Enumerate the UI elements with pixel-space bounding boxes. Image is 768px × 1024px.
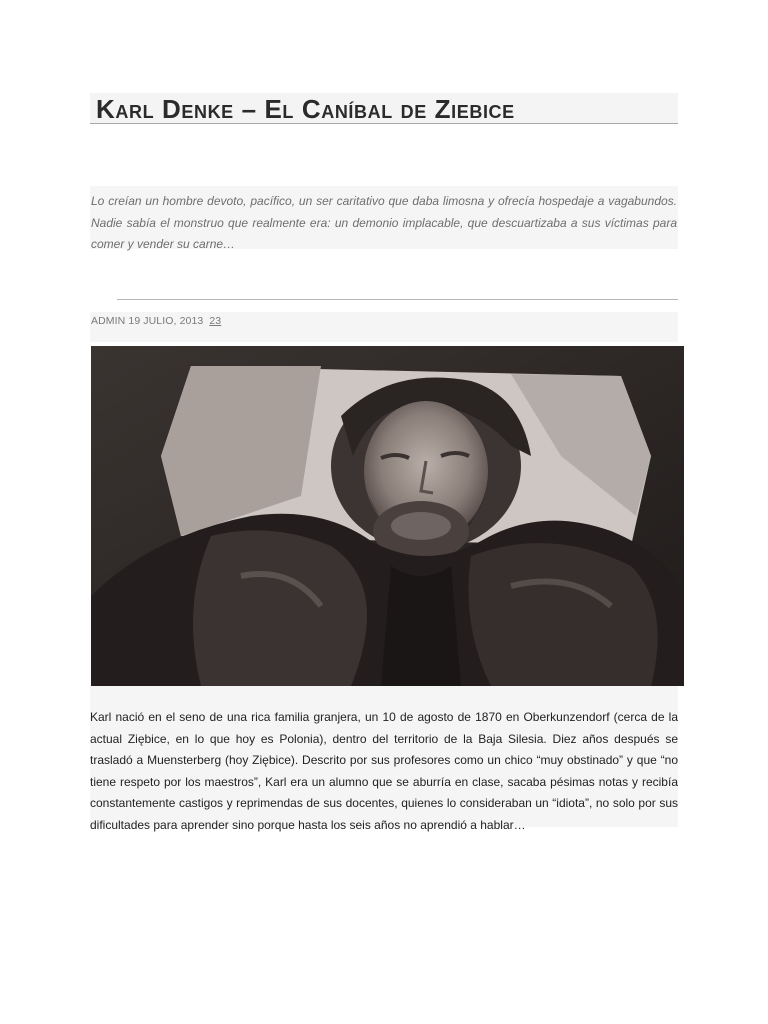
article-title: Karl Denke – El Caníbal de Ziebice [96,94,515,124]
photo-of-bearded-man-icon [91,346,684,686]
title-bar [90,93,678,124]
post-meta [90,312,678,342]
comments-count-link[interactable]: 23 [209,315,222,327]
post-meta-line [91,315,221,327]
article-lead: Lo creían un hombre devoto, pacífico, un ser caritativo que daba limosna y ofrecía hospedaje a vagabundos. Nadie sabía el monstruo que realmente era: un demonio implacable, que descuartizaba a sus víctimas para comer y vender su carne… [91,194,677,251]
article-body: Karl nació en el seno de una rica familia granjera, un 10 de agosto de 1870 en Oberkunzendorf (cerca de la actual Ziębice, en lo que hoy es Polonia), dentro del territorio de la Baja Silesia. Diez años después se trasladó a Muensterberg (hoy Ziębice). Descrito por sus profesores como un chico “muy obstinado” y que “no tiene respeto por los maestros”, Karl era un alumno que se aburría en clase, sacaba pésimas notas y recibía constantemente castigos y reprimendas de sus docentes, quienes lo consideraban un “idiota”, no solo por sus dificultades para aprender sino porque hasta los seis años no aprendió a hablar… [90,710,678,832]
article-photo [91,346,684,686]
body-panel [90,686,678,832]
section-divider [117,299,678,300]
post-author[interactable]: ADMIN [91,315,126,327]
post-date: 19 JULIO, 2013 [128,315,204,327]
lead-panel [90,186,678,249]
